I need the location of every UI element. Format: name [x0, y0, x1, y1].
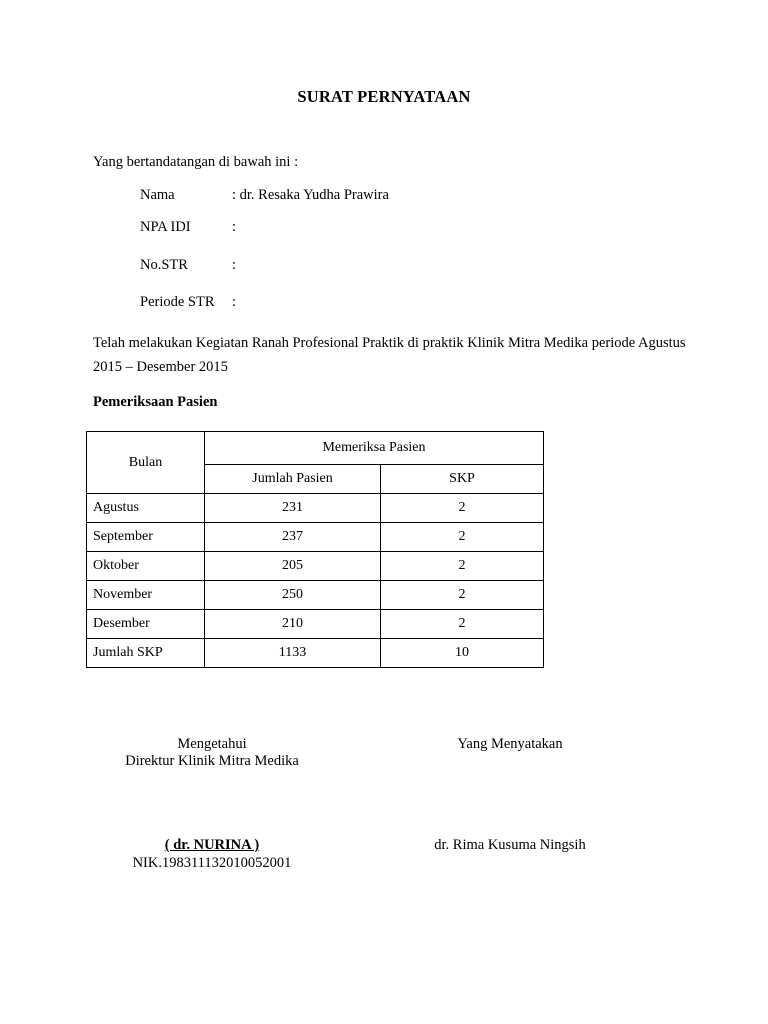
statement-paragraph: Telah melakukan Kegiatan Ranah Profesional Praktik di praktik Klinik Mitra Medika periode Agustus 2015 – Desember 2015 [93, 335, 686, 375]
patient-table [86, 431, 544, 668]
cell-skp: 2 [381, 552, 544, 581]
header-jumlah-pasien: Jumlah Pasien [205, 465, 381, 494]
field-label-nama: Nama [140, 187, 175, 203]
cell-bulan: Desember [87, 610, 205, 639]
field-value-nama: : dr. Resaka Yudha Prawira [232, 187, 389, 203]
table-row [87, 523, 544, 552]
signer-name-left: ( dr. NURINA ) [164, 837, 260, 853]
header-memeriksa-pasien: Memeriksa Pasien [205, 432, 544, 465]
field-value-no-str: : [232, 257, 237, 273]
cell-skp: 2 [381, 581, 544, 610]
sig-left-nik: NIK.198311132010052001 [132, 855, 292, 871]
field-value-periode-str: : [232, 294, 237, 310]
table-row [87, 552, 544, 581]
cell-skp: 2 [381, 494, 544, 523]
field-label-periode-str: Periode STR [140, 294, 215, 310]
cell-bulan: November [87, 581, 205, 610]
sig-left-name [102, 837, 322, 854]
field-label-no-str: No.STR [140, 257, 188, 273]
cell-skp: 10 [381, 639, 544, 668]
field-label-npa-idi: NPA IDI [140, 219, 191, 235]
header-skp: SKP [381, 465, 544, 494]
cell-bulan: Agustus [87, 494, 205, 523]
sig-left-line1: Mengetahui [177, 736, 247, 752]
header-bulan: Bulan [87, 432, 205, 494]
cell-jumlah: 237 [205, 523, 381, 552]
cell-jumlah: 1133 [205, 639, 381, 668]
sig-left-line2: Direktur Klinik Mitra Medika [125, 753, 299, 769]
cell-jumlah: 231 [205, 494, 381, 523]
table-total-row [87, 639, 544, 668]
table-row [87, 610, 544, 639]
table-row [87, 494, 544, 523]
sig-right-line1: Yang Menyatakan [457, 736, 563, 752]
document-title: SURAT PERNYATAAN [297, 87, 471, 106]
cell-bulan: Jumlah SKP [87, 639, 205, 668]
cell-jumlah: 205 [205, 552, 381, 581]
field-value-npa-idi: : [232, 219, 237, 235]
cell-bulan: September [87, 523, 205, 552]
table-header-row [87, 432, 544, 465]
table-row [87, 581, 544, 610]
sig-right-name: dr. Rima Kusuma Ningsih [434, 837, 586, 853]
cell-skp: 2 [381, 610, 544, 639]
cell-skp: 2 [381, 523, 544, 552]
cell-bulan: Oktober [87, 552, 205, 581]
intro-text: Yang bertandatangan di bawah ini : [93, 154, 299, 170]
section-title: Pemeriksaan Pasien [93, 394, 218, 410]
cell-jumlah: 250 [205, 581, 381, 610]
cell-jumlah: 210 [205, 610, 381, 639]
